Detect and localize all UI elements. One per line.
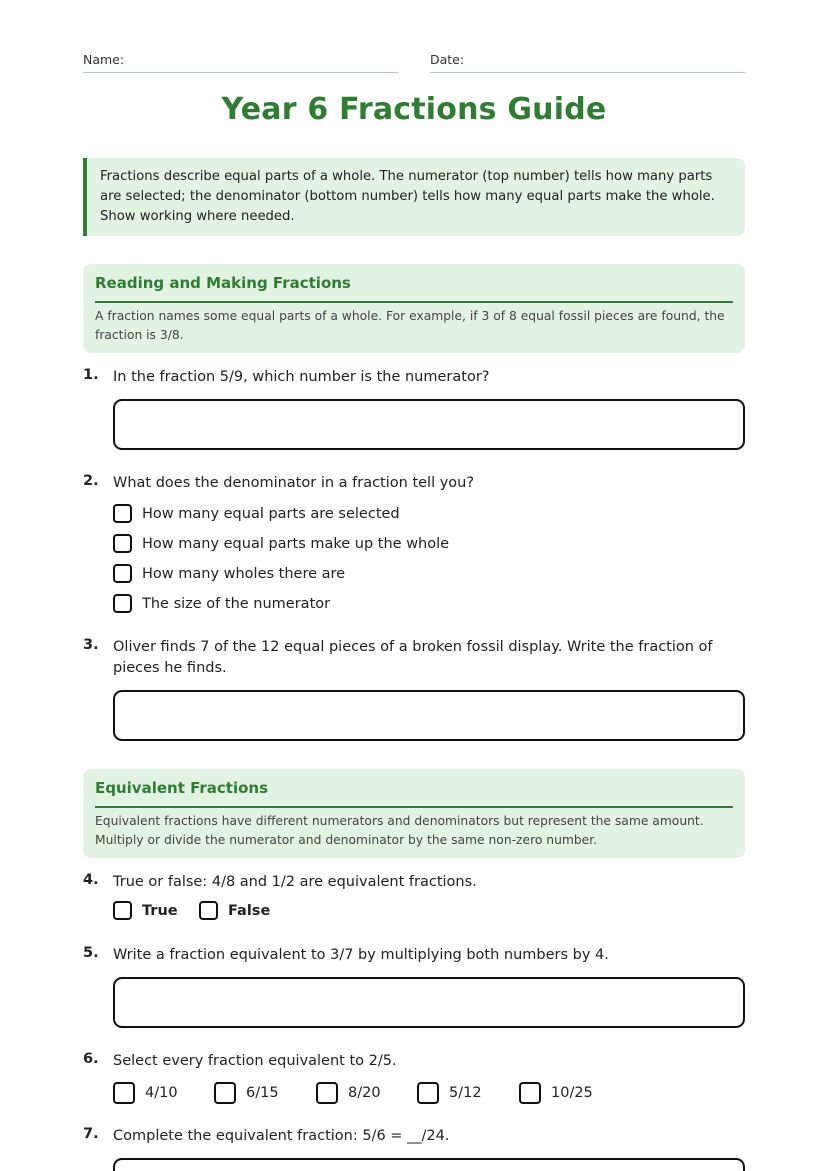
answer-box[interactable] [113,690,745,741]
option[interactable] [113,564,345,583]
checkbox[interactable] [113,504,132,523]
question-text: True or false: 4/8 and 1/2 are equivalent fractions. [113,874,477,890]
option[interactable] [113,504,400,523]
section-title: Equivalent Fractions [95,779,269,797]
checkbox[interactable] [113,901,132,920]
option[interactable] [113,1082,178,1104]
checkbox[interactable] [214,1082,236,1104]
checkbox[interactable] [199,901,218,920]
option[interactable] [113,534,449,553]
checkbox[interactable] [113,1082,135,1104]
checkbox[interactable] [417,1082,439,1104]
option-label: 8/20 [348,1085,381,1101]
question-number: 6. [83,1051,99,1067]
intro-text: Fractions describe equal parts of a whole. The numerator (top number) tells how many parts are selected; the denominator (bottom number) tells how many equal parts make the whole. Show working where needed. [100,169,715,224]
checkbox[interactable] [113,594,132,613]
question-text: Oliver finds 7 of the 12 equal pieces of a broken fossil display. Write the fraction of pieces he finds. [113,639,713,676]
section-description: A fraction names some equal parts of a whole. For example, if 3 of 8 equal fossil pieces are found, the fraction is 3/8. [95,309,725,342]
option[interactable] [519,1082,593,1104]
option-label: How many equal parts make up the whole [142,535,450,552]
section-title: Reading and Making Fractions [95,274,351,292]
checkbox[interactable] [316,1082,338,1104]
question-text: Write a fraction equivalent to 3/7 by multiplying both numbers by 4. [113,947,609,963]
option[interactable] [214,1082,279,1104]
section-equivalent-fractions [83,769,745,858]
answer-box[interactable] [113,977,745,1028]
answer-box[interactable] [113,1158,745,1171]
option-false[interactable] [199,901,270,920]
option-label: 10/25 [551,1085,593,1101]
name-input-line[interactable] [83,72,399,73]
question-number: 7. [83,1126,99,1142]
page-title: Year 6 Fractions Guide [221,92,607,127]
answer-box[interactable] [113,399,745,450]
checkbox[interactable] [113,534,132,553]
section-reading-fractions [83,264,745,353]
checkbox[interactable] [113,564,132,583]
question-text: Complete the equivalent fraction: 5/6 = __/24. [113,1128,450,1144]
option[interactable] [113,594,330,613]
question-number: 2. [83,473,99,489]
option-label: True [142,902,178,919]
date-label: Date: [430,52,465,67]
option-label: The size of the numerator [142,595,331,612]
question-text: In the fraction 5/9, which number is the numerator? [113,369,490,385]
option-label: 5/12 [449,1085,482,1101]
question-number: 1. [83,367,99,383]
checkbox[interactable] [519,1082,541,1104]
question-text: Select every fraction equivalent to 2/5. [113,1053,397,1069]
option-label: How many equal parts are selected [142,505,400,522]
question-number: 5. [83,945,99,961]
question-text: What does the denominator in a fraction tell you? [113,475,475,491]
option[interactable] [417,1082,482,1104]
option-true[interactable] [113,901,178,920]
name-label: Name: [83,52,125,67]
option[interactable] [316,1082,381,1104]
question-number: 4. [83,872,99,888]
option-label: How many wholes there are [142,565,346,582]
option-label: 6/15 [246,1085,279,1101]
date-input-line[interactable] [430,72,745,73]
option-label: 4/10 [145,1085,178,1101]
question-number: 3. [83,637,99,653]
option-label: False [228,902,271,919]
intro-callout [83,158,745,236]
section-description: Equivalent fractions have different numerators and denominators but represent the same amount. Multiply or divide the numerator and denominator by the same non-zero number. [95,814,704,847]
